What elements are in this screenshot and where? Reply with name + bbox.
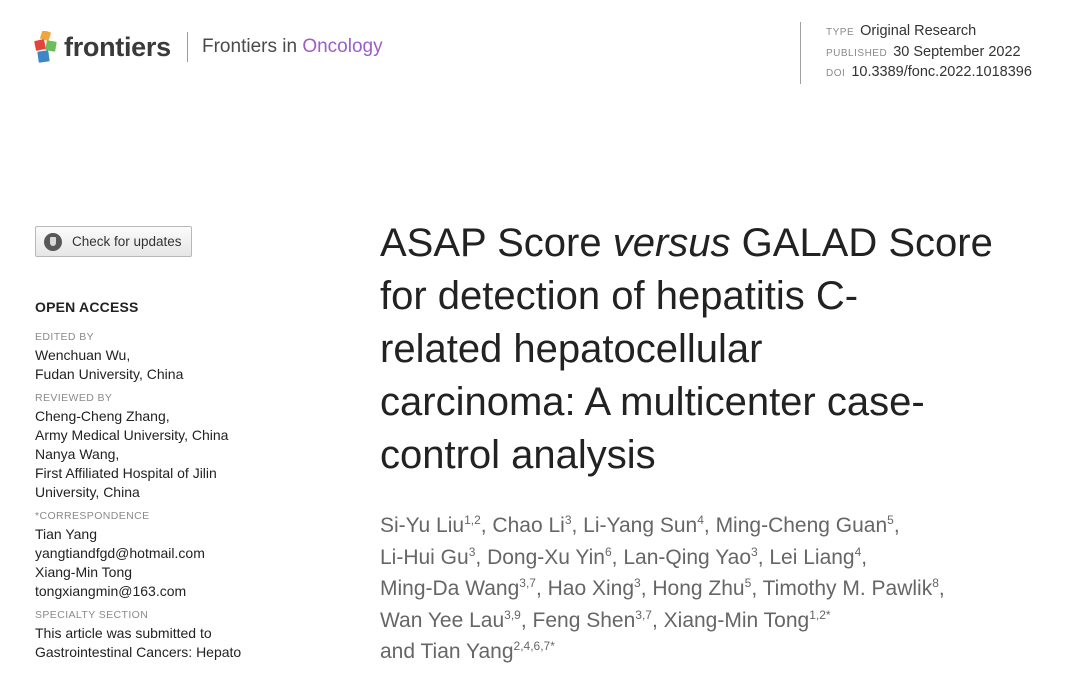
author-affiliation-sup: 8 bbox=[932, 576, 939, 590]
title-line: control analysis bbox=[380, 433, 656, 477]
logo-wordmark: frontiers bbox=[64, 32, 171, 62]
author-affiliation-sup: 6 bbox=[604, 544, 612, 559]
check-for-updates-label: Check for updates bbox=[72, 234, 182, 249]
author-separator: , bbox=[757, 545, 770, 569]
journal-prefix: Frontiers in bbox=[202, 36, 298, 57]
author-name[interactable]: Xiang-Min Tong bbox=[663, 608, 810, 632]
author-affiliation-sup: 5 bbox=[887, 513, 894, 527]
reviewer-name: Cheng-Cheng Zhang, bbox=[35, 408, 170, 424]
article-meta bbox=[800, 22, 1032, 84]
author-name[interactable]: Li-Hui Gu bbox=[380, 545, 469, 569]
author-separator: , bbox=[861, 545, 868, 569]
author-separator: , bbox=[893, 514, 900, 537]
author-name[interactable]: Ming-Cheng Guan bbox=[715, 514, 888, 537]
author-affiliation-sup: 3 bbox=[634, 576, 641, 590]
author-name[interactable]: Lei Liang bbox=[769, 545, 855, 569]
title-line: related hepatocellular bbox=[380, 327, 763, 371]
reviewer-affiliation: University, China bbox=[35, 484, 140, 500]
author-separator: , bbox=[480, 514, 493, 537]
reviewer-name: Nanya Wang, bbox=[35, 446, 120, 462]
author-name[interactable]: Li-Yang Sun bbox=[583, 514, 698, 537]
author-line bbox=[380, 542, 1060, 574]
author-affiliation-sup: 5 bbox=[744, 576, 752, 590]
meta-published-value: 30 September 2022 bbox=[893, 43, 1021, 60]
author-line bbox=[380, 605, 1060, 637]
author-affiliation-sup: 2,4,6,7* bbox=[513, 639, 555, 653]
meta-doi bbox=[826, 63, 1032, 84]
author-separator: , bbox=[475, 545, 488, 569]
reviewed-by-section bbox=[35, 392, 265, 502]
journal-title: Oncology bbox=[302, 36, 383, 57]
frontiers-logo-icon bbox=[34, 31, 58, 63]
correspondent-email[interactable]: tongxiangmin@163.com bbox=[35, 583, 187, 599]
author-name[interactable]: Si-Yu Liu bbox=[380, 514, 465, 537]
author-separator: , bbox=[703, 514, 716, 537]
meta-type-value: Original Research bbox=[860, 23, 977, 39]
author-name[interactable]: Dong-Xu Yin bbox=[487, 545, 605, 569]
author-line bbox=[380, 636, 1060, 668]
author-affiliation-sup: 4 bbox=[854, 544, 862, 559]
author-affiliation-sup: 1,2 bbox=[464, 513, 481, 527]
author-separator: , bbox=[535, 577, 548, 600]
correspondent-name: Tian Yang bbox=[35, 526, 98, 542]
section-heading: EDITED BY bbox=[35, 331, 95, 343]
author-affiliation-sup: 3,7 bbox=[519, 576, 536, 590]
author-affiliation-sup: 4 bbox=[697, 513, 704, 527]
author-affiliation-sup: 3,7 bbox=[635, 607, 652, 622]
title-line: carcinoma: A multicenter case- bbox=[380, 380, 925, 424]
author-separator: , bbox=[751, 577, 763, 600]
author-affiliation-sup: 3 bbox=[751, 544, 758, 559]
meta-type bbox=[826, 22, 1032, 43]
meta-doi-key: DOI bbox=[826, 68, 846, 79]
author-separator: , bbox=[571, 514, 584, 537]
open-access-label: OPEN ACCESS bbox=[35, 299, 139, 315]
author-name[interactable]: Timothy M. Pawlik bbox=[762, 577, 933, 600]
section-heading: REVIEWED BY bbox=[35, 392, 113, 404]
author-name[interactable]: Hong Zhu bbox=[652, 577, 745, 600]
author-line bbox=[380, 510, 1060, 542]
author-separator: , bbox=[611, 545, 624, 569]
title-line: for detection of hepatitis C- bbox=[380, 274, 859, 318]
author-name[interactable]: and Tian Yang bbox=[380, 640, 514, 663]
title-part: ASAP Score bbox=[380, 221, 613, 265]
author-name[interactable]: Ming-Da Wang bbox=[380, 577, 520, 600]
check-for-updates-button[interactable] bbox=[35, 226, 192, 257]
specialty-section bbox=[35, 609, 265, 662]
author-name[interactable]: Wan Yee Lau bbox=[380, 608, 505, 632]
author-separator: , bbox=[520, 608, 533, 632]
author-affiliation-sup: 1,2* bbox=[809, 607, 831, 622]
correspondent-email[interactable]: yangtiandfgd@hotmail.com bbox=[35, 545, 205, 561]
author-affiliation-sup: 3 bbox=[564, 513, 572, 527]
specialty-text: This article was submitted to bbox=[35, 625, 212, 641]
meta-doi-value[interactable]: 10.3389/fonc.2022.1018396 bbox=[851, 64, 1032, 80]
article-title bbox=[380, 217, 1050, 482]
author-list bbox=[380, 510, 1060, 668]
author-separator: , bbox=[651, 608, 664, 632]
edited-by-section bbox=[35, 331, 265, 384]
author-name[interactable]: Hao Xing bbox=[547, 577, 635, 600]
author-name[interactable]: Lan-Qing Yao bbox=[623, 545, 751, 569]
journal-name[interactable] bbox=[187, 32, 383, 62]
meta-type-key: TYPE bbox=[826, 27, 855, 38]
author-name[interactable]: Feng Shen bbox=[532, 608, 636, 632]
reviewer-affiliation: First Affiliated Hospital of Jilin bbox=[35, 465, 217, 481]
author-affiliation-sup: 3 bbox=[468, 544, 476, 559]
specialty-text: Gastrointestinal Cancers: Hepato bbox=[35, 644, 242, 660]
author-name[interactable]: Chao Li bbox=[492, 514, 565, 537]
editor-name: Wenchuan Wu, bbox=[35, 347, 131, 363]
author-affiliation-sup: 3,9 bbox=[504, 607, 521, 622]
author-line bbox=[380, 573, 1060, 605]
correspondence-section bbox=[35, 510, 265, 601]
section-heading: *CORRESPONDENCE bbox=[35, 510, 150, 522]
correspondent-name: Xiang-Min Tong bbox=[35, 564, 133, 580]
editor-affiliation: Fudan University, China bbox=[35, 366, 184, 382]
title-line bbox=[380, 217, 1050, 270]
reviewer-affiliation: Army Medical University, China bbox=[35, 427, 229, 443]
title-part-italic: versus bbox=[612, 221, 731, 265]
author-separator: , bbox=[938, 577, 945, 600]
author-separator: , bbox=[640, 577, 653, 600]
meta-published-key: PUBLISHED bbox=[826, 47, 888, 59]
section-heading: SPECIALTY SECTION bbox=[35, 609, 149, 621]
meta-published bbox=[826, 43, 1032, 64]
article-info-sidebar bbox=[35, 299, 265, 670]
title-part: GALAD Score bbox=[730, 221, 993, 265]
bookmark-icon bbox=[44, 233, 62, 251]
